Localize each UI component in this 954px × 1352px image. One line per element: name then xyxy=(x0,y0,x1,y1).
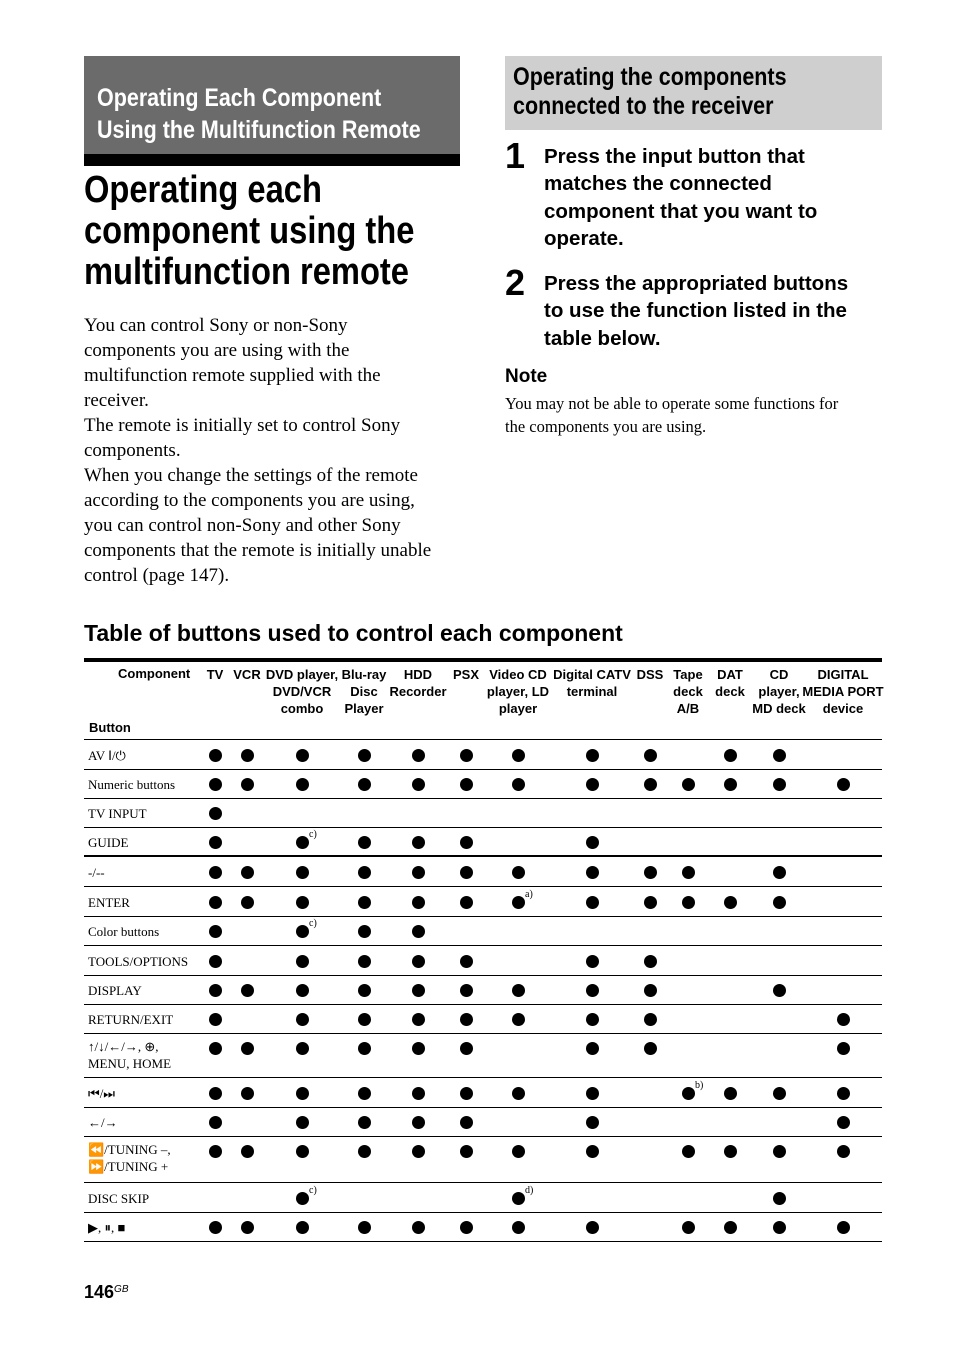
support-dot xyxy=(241,1145,254,1158)
support-dot xyxy=(724,896,737,909)
support-dot xyxy=(241,749,254,762)
row-label xyxy=(88,1085,115,1102)
support-dot xyxy=(412,925,425,938)
support-dot xyxy=(512,778,525,791)
intro-line: When you change the settings of the remote xyxy=(84,465,418,486)
column-header-line: player, LD xyxy=(486,684,550,699)
support-dot xyxy=(644,1013,657,1026)
support-dot xyxy=(209,866,222,879)
column-header-line: DIGITAL xyxy=(817,667,869,682)
row-label-line: ENTER xyxy=(88,894,130,910)
support-dot xyxy=(358,866,371,879)
support-dot xyxy=(586,955,599,968)
row-label xyxy=(88,1011,173,1028)
step-line: Press the input button that xyxy=(544,145,805,168)
support-dot xyxy=(773,1145,786,1158)
note-text xyxy=(505,392,885,438)
step-text xyxy=(544,143,817,253)
support-dot xyxy=(412,1221,425,1234)
column-header-line: Digital CATV xyxy=(553,667,631,682)
support-dot xyxy=(296,836,309,849)
page-title xyxy=(84,170,445,293)
component-button-table xyxy=(84,658,882,1242)
support-dot xyxy=(460,1221,473,1234)
support-dot xyxy=(837,1221,850,1234)
intro-line: components that the remote is initially unable xyxy=(84,540,432,561)
support-dot xyxy=(209,1013,222,1026)
step-line: to use the function listed in the xyxy=(544,299,847,323)
column-header-line: MEDIA PORT xyxy=(802,684,884,699)
support-dot xyxy=(296,1145,309,1158)
support-dot xyxy=(837,1042,850,1055)
support-dot xyxy=(412,836,425,849)
support-dot xyxy=(586,984,599,997)
row-label xyxy=(88,953,188,970)
support-dot xyxy=(586,1221,599,1234)
support-dot xyxy=(296,896,309,909)
footnote-marker: a) xyxy=(525,888,533,900)
support-dot xyxy=(724,749,737,762)
support-dot xyxy=(460,866,473,879)
component-header-label: Component xyxy=(118,666,191,681)
table-row xyxy=(84,1005,882,1034)
support-dot xyxy=(724,778,737,791)
support-dot xyxy=(358,778,371,791)
column-header-line: player, xyxy=(758,684,800,699)
intro-line: you can control non-Sony and other Sony xyxy=(84,515,401,536)
column-header-line: DVD/VCR xyxy=(272,684,332,699)
column-header-line: DVD player, xyxy=(265,667,339,682)
support-dot xyxy=(412,1042,425,1055)
support-dot xyxy=(460,836,473,849)
intro-line: The remote is initially set to control Sony xyxy=(84,415,401,436)
page-number xyxy=(84,1282,129,1303)
support-dot xyxy=(724,1087,737,1100)
support-dot xyxy=(241,1221,254,1234)
row-label-line: -/-- xyxy=(88,864,105,880)
table-row xyxy=(84,1183,882,1213)
column-header-line: CD xyxy=(769,667,789,682)
row-label-line: ↑/↓/←/→, ⊕, xyxy=(88,1039,159,1054)
table-row xyxy=(84,770,882,799)
support-dot xyxy=(586,866,599,879)
support-dot xyxy=(412,749,425,762)
column-header-line: VCR xyxy=(233,667,261,682)
support-dot xyxy=(586,1145,599,1158)
support-dot xyxy=(460,1087,473,1100)
support-dot xyxy=(837,1013,850,1026)
support-dot xyxy=(512,1192,525,1205)
row-label-line: MENU, HOME xyxy=(88,1056,172,1071)
support-dot xyxy=(460,1116,473,1129)
table-row xyxy=(84,857,882,887)
support-dot xyxy=(837,1145,850,1158)
column-header-line: MD deck xyxy=(752,701,806,716)
note-line-2: the components you are using. xyxy=(505,417,707,436)
support-dot xyxy=(644,984,657,997)
support-dot xyxy=(644,749,657,762)
support-dot xyxy=(512,866,525,879)
support-dot xyxy=(586,1042,599,1055)
step-number: 2 xyxy=(505,262,526,303)
column-header xyxy=(783,666,903,717)
support-dot xyxy=(773,778,786,791)
row-label-line: DISC SKIP xyxy=(88,1190,150,1206)
support-dot xyxy=(296,1087,309,1100)
step-line: operate. xyxy=(544,227,624,251)
support-dot xyxy=(460,1013,473,1026)
support-dot xyxy=(644,1042,657,1055)
support-dot xyxy=(296,925,309,938)
column-header-line: Recorder xyxy=(389,684,447,699)
support-dot xyxy=(209,1116,222,1129)
column-header-line: A/B xyxy=(676,701,700,716)
subsection-banner-line-1: Operating the components xyxy=(513,63,787,91)
table-heading: Table of buttons used to control each component xyxy=(84,620,623,646)
support-dot xyxy=(296,778,309,791)
row-label-line: TOOLS/OPTIONS xyxy=(88,953,189,969)
support-dot xyxy=(512,1145,525,1158)
row-label-line: ←/→ xyxy=(88,1115,118,1130)
support-dot xyxy=(209,896,222,909)
support-dot xyxy=(773,984,786,997)
step-text xyxy=(544,270,848,352)
page-number-value: 146 xyxy=(84,1282,115,1302)
intro-line: components. xyxy=(84,440,181,461)
support-dot xyxy=(296,984,309,997)
row-label xyxy=(88,776,175,793)
support-dot xyxy=(358,1145,371,1158)
support-dot xyxy=(773,1087,786,1100)
page-title-line-1: Operating each xyxy=(84,169,322,211)
support-dot xyxy=(296,1221,309,1234)
support-dot xyxy=(241,778,254,791)
column-header-line: Player xyxy=(344,701,384,716)
support-dot xyxy=(412,896,425,909)
table-header xyxy=(84,662,882,740)
row-label xyxy=(88,864,105,881)
support-dot xyxy=(586,1116,599,1129)
column-header-line: deck xyxy=(673,684,703,699)
support-dot xyxy=(586,749,599,762)
support-dot xyxy=(358,1087,371,1100)
row-label xyxy=(88,982,142,999)
support-dot xyxy=(412,955,425,968)
column-header-line: Tape xyxy=(673,667,703,682)
step-line: Press the appropriated buttons xyxy=(544,272,849,295)
support-dot xyxy=(296,1192,309,1205)
support-dot xyxy=(358,955,371,968)
column-header-line: Video CD xyxy=(489,667,547,682)
support-dot xyxy=(296,866,309,879)
support-dot xyxy=(296,955,309,968)
support-dot xyxy=(241,1042,254,1055)
row-label xyxy=(88,1141,171,1175)
table-row xyxy=(84,946,882,976)
support-dot xyxy=(837,1087,850,1100)
support-dot xyxy=(460,984,473,997)
intro-paragraph xyxy=(84,313,464,588)
support-dot xyxy=(512,749,525,762)
support-dot xyxy=(773,1221,786,1234)
support-dot xyxy=(412,984,425,997)
section-banner xyxy=(84,56,460,166)
footnote-marker: b) xyxy=(695,1079,704,1091)
support-dot xyxy=(837,778,850,791)
support-dot xyxy=(773,896,786,909)
support-dot xyxy=(358,925,371,938)
support-dot xyxy=(358,836,371,849)
row-label-line: ⏩/TUNING + xyxy=(88,1159,169,1174)
support-dot xyxy=(682,896,695,909)
support-dot xyxy=(773,749,786,762)
note-heading: Note xyxy=(505,366,548,387)
support-dot xyxy=(358,1221,371,1234)
table-row xyxy=(84,799,882,828)
support-dot xyxy=(724,1145,737,1158)
support-dot xyxy=(296,1116,309,1129)
table-row xyxy=(84,976,882,1005)
support-dot xyxy=(358,749,371,762)
step-line: component that you want to xyxy=(544,199,818,223)
column-header-line: HDD xyxy=(403,667,433,682)
table-row xyxy=(84,1034,882,1078)
column-header-line: DSS xyxy=(636,667,664,682)
support-dot xyxy=(209,1042,222,1055)
support-dot xyxy=(358,1013,371,1026)
support-dot xyxy=(412,1145,425,1158)
support-dot xyxy=(773,1192,786,1205)
table-row xyxy=(84,887,882,917)
support-dot xyxy=(358,1042,371,1055)
button-header-label: Button xyxy=(89,720,131,735)
intro-line: multifunction remote supplied with the xyxy=(84,365,381,386)
support-dot xyxy=(586,1087,599,1100)
row-label-line: Color buttons xyxy=(88,924,160,939)
support-dot xyxy=(512,1221,525,1234)
step-line: table below. xyxy=(544,326,661,350)
support-dot xyxy=(209,807,222,820)
support-dot xyxy=(209,984,222,997)
column-header-line: DAT xyxy=(717,667,743,682)
support-dot xyxy=(412,1013,425,1026)
row-label xyxy=(88,747,126,764)
row-label-line: ▶, ⏸, ■ xyxy=(88,1220,126,1235)
support-dot xyxy=(586,896,599,909)
support-dot xyxy=(358,984,371,997)
section-banner-line-2: Using the Multifunction Remote xyxy=(97,116,421,144)
column-header-line: TV xyxy=(206,667,224,682)
table-row xyxy=(84,740,882,770)
column-header-line: Blu-ray xyxy=(341,667,387,682)
row-label-line: DISPLAY xyxy=(88,983,142,998)
column-header-line: player xyxy=(498,701,538,716)
support-dot xyxy=(586,836,599,849)
note-line-1: You may not be able to operate some functions for xyxy=(505,394,839,413)
row-label-line: TV INPUT xyxy=(88,806,147,821)
support-dot xyxy=(512,984,525,997)
support-dot xyxy=(512,1087,525,1100)
support-dot xyxy=(644,778,657,791)
support-dot xyxy=(412,778,425,791)
support-dot xyxy=(209,749,222,762)
row-label xyxy=(88,1038,171,1072)
row-label xyxy=(88,834,128,851)
subsection-banner-line-2: connected to the receiver xyxy=(513,92,774,120)
support-dot xyxy=(412,1087,425,1100)
support-dot xyxy=(296,1013,309,1026)
row-label xyxy=(88,894,130,911)
footnote-marker: c) xyxy=(309,918,317,929)
column-header-line: deck xyxy=(715,684,745,699)
page-title-line-3: multifunction remote xyxy=(84,251,409,293)
page-number-suffix: GB xyxy=(114,1284,129,1295)
support-dot xyxy=(412,866,425,879)
intro-line: receiver. xyxy=(84,390,149,411)
column-header-line: terminal xyxy=(566,684,618,699)
support-dot xyxy=(296,1042,309,1055)
support-dot xyxy=(460,1042,473,1055)
intro-line: control (page 147). xyxy=(84,565,230,586)
intro-line: components you are using with the xyxy=(84,340,350,361)
column-header-line: device xyxy=(822,701,864,716)
intro-line: You can control Sony or non-Sony xyxy=(84,315,348,336)
support-dot xyxy=(460,896,473,909)
intro-line: according to the components you are using, xyxy=(84,490,415,511)
support-dot xyxy=(209,925,222,938)
support-dot xyxy=(644,866,657,879)
support-dot xyxy=(682,1145,695,1158)
support-dot xyxy=(773,866,786,879)
row-label-line: GUIDE xyxy=(88,835,129,850)
table-body xyxy=(84,740,882,1242)
row-label-line: ⏪/TUNING –, xyxy=(88,1142,171,1157)
support-dot xyxy=(241,866,254,879)
table-row xyxy=(84,1213,882,1242)
support-dot xyxy=(209,1221,222,1234)
step-number: 1 xyxy=(505,135,526,176)
support-dot xyxy=(412,1116,425,1129)
support-dot xyxy=(460,749,473,762)
row-label-line: Numeric buttons xyxy=(88,777,176,792)
table-row xyxy=(84,917,882,946)
page-title-line-2: component using the xyxy=(84,210,415,252)
column-header-line: PSX xyxy=(452,667,479,682)
support-dot xyxy=(209,836,222,849)
column-header-line: Disc xyxy=(350,684,378,699)
support-dot xyxy=(241,896,254,909)
support-dot xyxy=(209,955,222,968)
support-dot xyxy=(209,1145,222,1158)
table-row xyxy=(84,1137,882,1183)
support-dot xyxy=(512,896,525,909)
row-label xyxy=(88,1219,125,1236)
support-dot xyxy=(644,955,657,968)
row-label-line: RETURN/EXIT xyxy=(88,1012,174,1027)
table-row xyxy=(84,1078,882,1108)
section-banner-line-1: Operating Each Component xyxy=(97,84,382,112)
support-dot xyxy=(241,1087,254,1100)
footnote-marker: c) xyxy=(309,829,317,840)
table-row xyxy=(84,828,882,857)
support-dot xyxy=(296,749,309,762)
row-label xyxy=(88,923,159,940)
support-dot xyxy=(682,1087,695,1100)
footnote-marker: d) xyxy=(525,1184,534,1196)
support-dot xyxy=(644,896,657,909)
support-dot xyxy=(460,1145,473,1158)
support-dot xyxy=(512,1013,525,1026)
support-dot xyxy=(358,896,371,909)
support-dot xyxy=(586,778,599,791)
support-dot xyxy=(358,1116,371,1129)
support-dot xyxy=(209,778,222,791)
support-dot xyxy=(241,984,254,997)
support-dot xyxy=(682,1221,695,1234)
subsection-banner xyxy=(505,56,882,130)
table-row xyxy=(84,1108,882,1137)
support-dot xyxy=(209,1087,222,1100)
row-label xyxy=(88,805,147,822)
row-label xyxy=(88,1190,149,1207)
support-dot xyxy=(724,1221,737,1234)
column-header-line: combo xyxy=(280,701,324,716)
row-label xyxy=(88,1114,118,1131)
support-dot xyxy=(682,778,695,791)
footnote-marker: c) xyxy=(309,1184,317,1196)
support-dot xyxy=(460,778,473,791)
support-dot xyxy=(837,1116,850,1129)
step-line: matches the connected xyxy=(544,172,772,196)
support-dot xyxy=(586,1013,599,1026)
row-label-line: AV Ⅰ/⏻ xyxy=(88,747,126,763)
support-dot xyxy=(460,955,473,968)
row-label-line: ⏮/⏭ xyxy=(88,1085,116,1101)
support-dot xyxy=(682,866,695,879)
